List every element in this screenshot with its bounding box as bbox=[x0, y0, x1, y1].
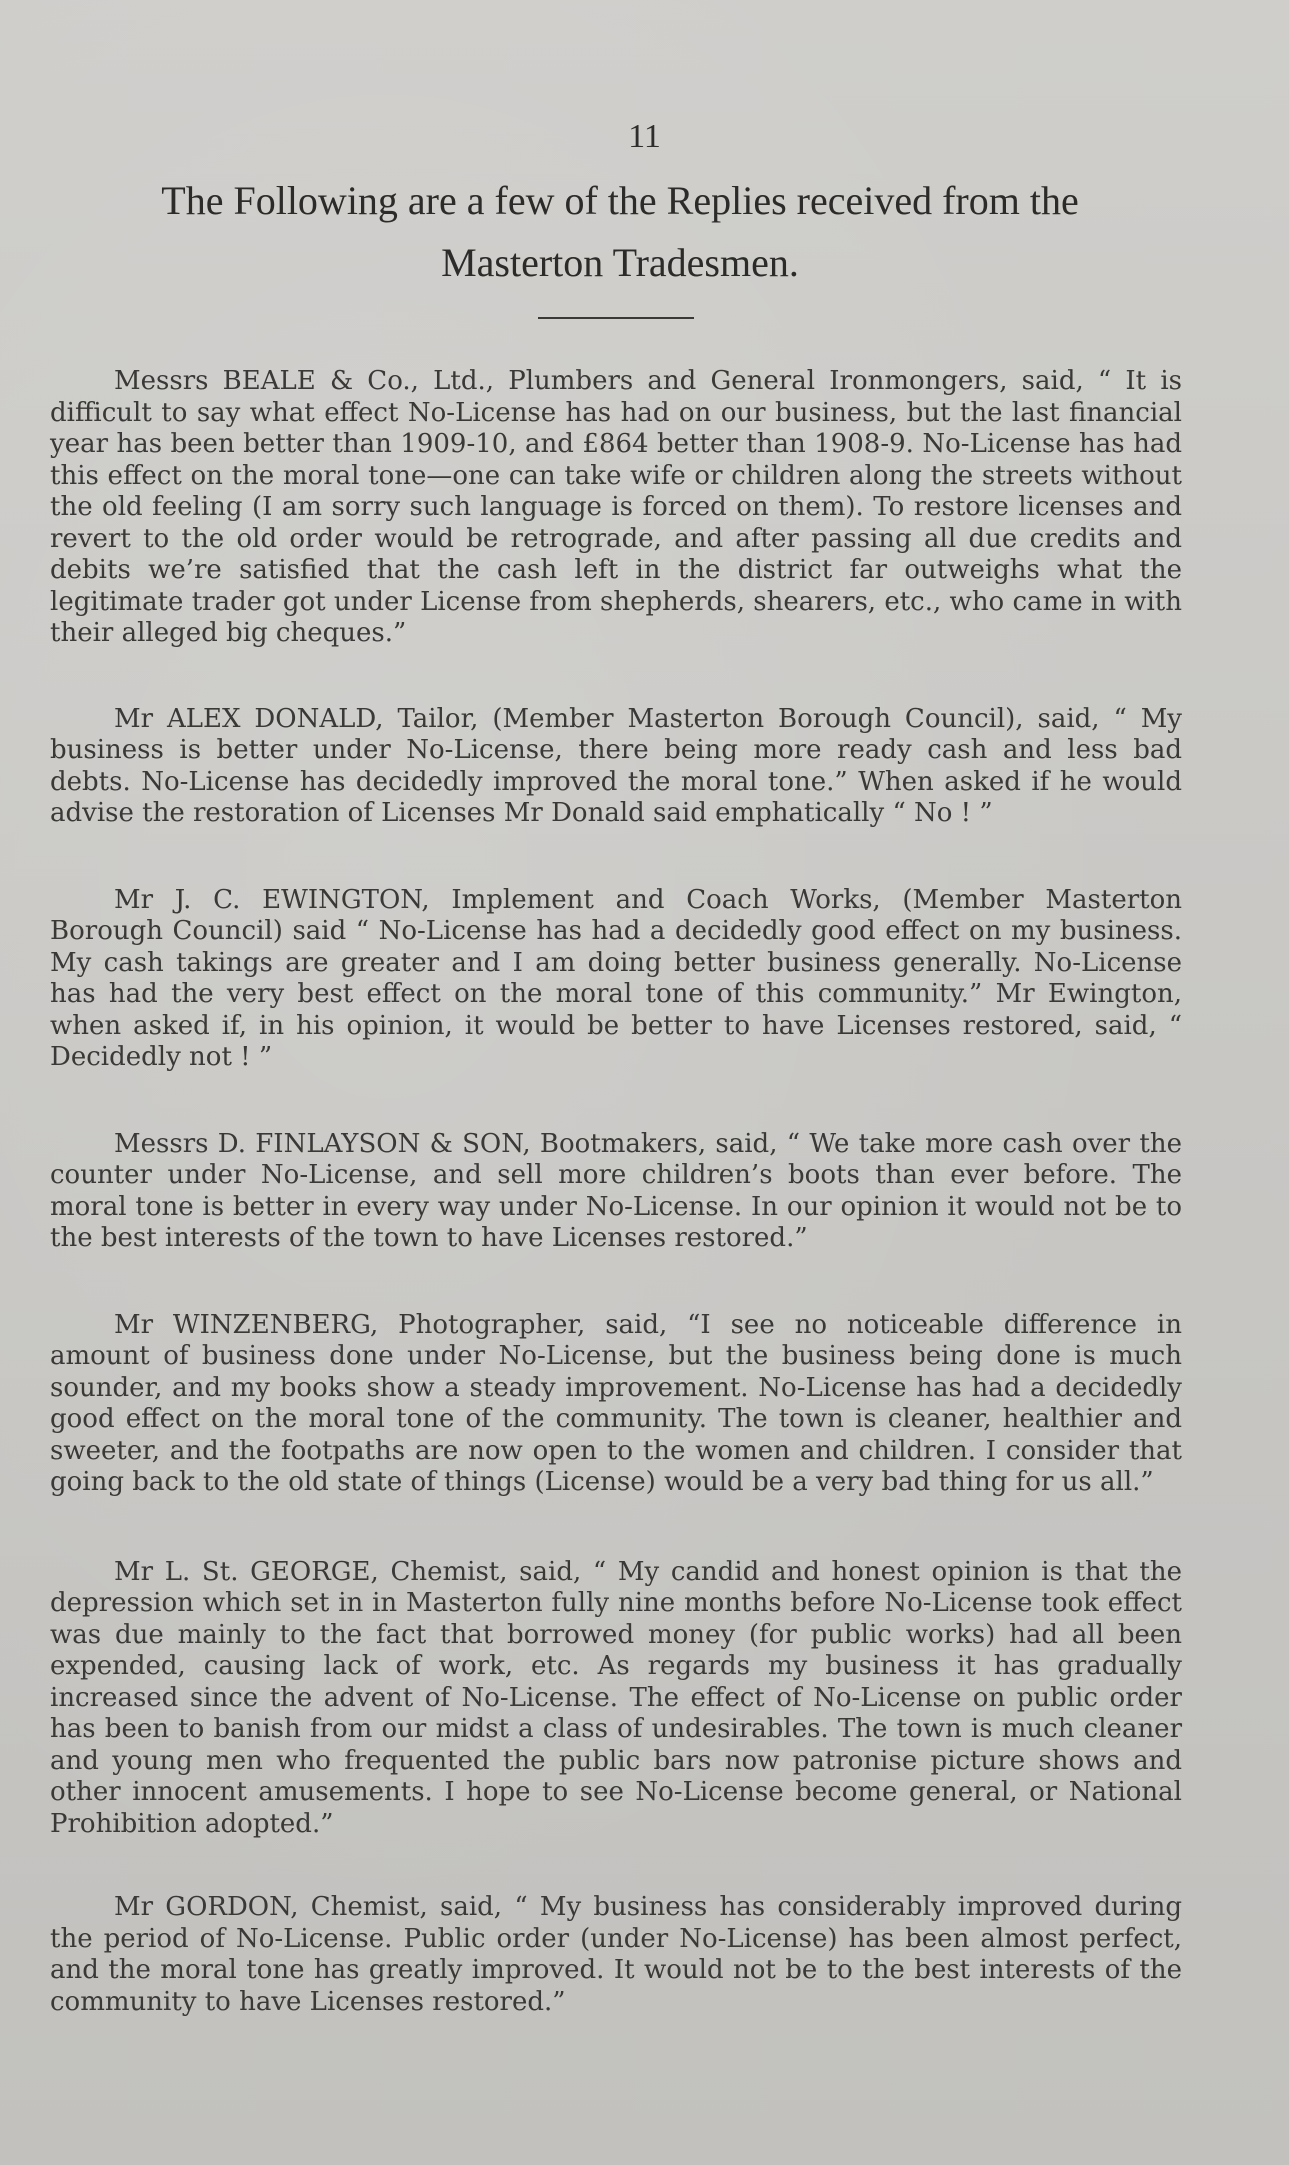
page-heading: The Following are a few of the Replies received from the Masterton Tradesmen. bbox=[161, 178, 1079, 285]
page-number: 11 bbox=[628, 118, 661, 155]
heading-rule bbox=[538, 317, 694, 319]
reply-winzenberg: Mr WINZENBERG, Photographer, said, “I see no noticeable difference in amount of business done under No-License, but the business being done is much sounder, and my books show a steady improvement. No-License has had a decidedly good effect on the moral tone of the community. The town is cleaner, healthier and sweeter, and the footpaths are now open to the women and children. I consider that going back to the old state of things (License) would be a very bad thing for us all.” bbox=[50, 1309, 1182, 1497]
reply-donald: Mr ALEX DONALD, Tailor, (Member Masterton Borough Council), said, “ My business is better under No-License, there being more ready cash and less bad debts. No-License has decidedly improved the moral tone.” When asked if he would advise the restoration of Licenses Mr Donald said emphatically “ No ! ” bbox=[50, 703, 1182, 828]
replies-list bbox=[50, 366, 1182, 2018]
reply-ewington: Mr J. C. EWINGTON, Implement and Coach Works, (Member Masterton Borough Council) said “ No-License has had a decidedly good effect on my business. My cash takings are greater and I am doing better business generally. No-License has had the very best effect on the moral tone of this community.” Mr Ewington, when asked if, in his opinion, it would be better to have Licenses restored, said, “ Decidedly not ! ” bbox=[50, 884, 1182, 1072]
reply-st-george: Mr L. St. GEORGE, Chemist, said, “ My candid and honest opinion is that the depression which set in in Masterton fully nine months before No-License took effect was due mainly to the fact that borrowed money (for public works) had all been expended, causing lack of work, etc. As regards my business it has gradually increased since the advent of No-License. The effect of No-License on public order has been to banish from our midst a class of undesirables. The town is much cleaner and young men who frequented the public bars now patronise picture shows and other innocent amusements. I hope to see No-License become general, or National Prohibition adopted.” bbox=[50, 1556, 1182, 1839]
reply-beale: Messrs BEALE & Co., Ltd., Plumbers and General Ironmongers, said, “ It is difficult to say what effect No-License has had on our business, but the last financial year has been better than 1909-10, and £864 better than 1908-9. No-License has had this effect on the moral tone—one can take wife or children along the streets without the old feeling (I am sorry such language is forced on them). To restore licenses and revert to the old order would be retrograde, and after passing all due credits and debits we’re satisfied that the cash left in the district far outweighs what the legitimate trader got under License from shepherds, shearers, etc., who came in with their alleged big cheques.” bbox=[50, 366, 1182, 648]
reply-finlayson: Messrs D. FINLAYSON & SON, Bootmakers, said, “ We take more cash over the counter under No-License, and sell more children’s boots than ever before. The moral tone is better in every way under No-License. In our opinion it would not be to the best interests of the town to have Licenses restored.” bbox=[50, 1128, 1182, 1253]
reply-gordon: Mr GORDON, Chemist, said, “ My business has considerably improved during the period of No-License. Public order (under No-License) has been almost perfect, and the moral tone has greatly improved. It would not be to the best interests of the community to have Licenses restored.” bbox=[50, 1892, 1182, 2017]
